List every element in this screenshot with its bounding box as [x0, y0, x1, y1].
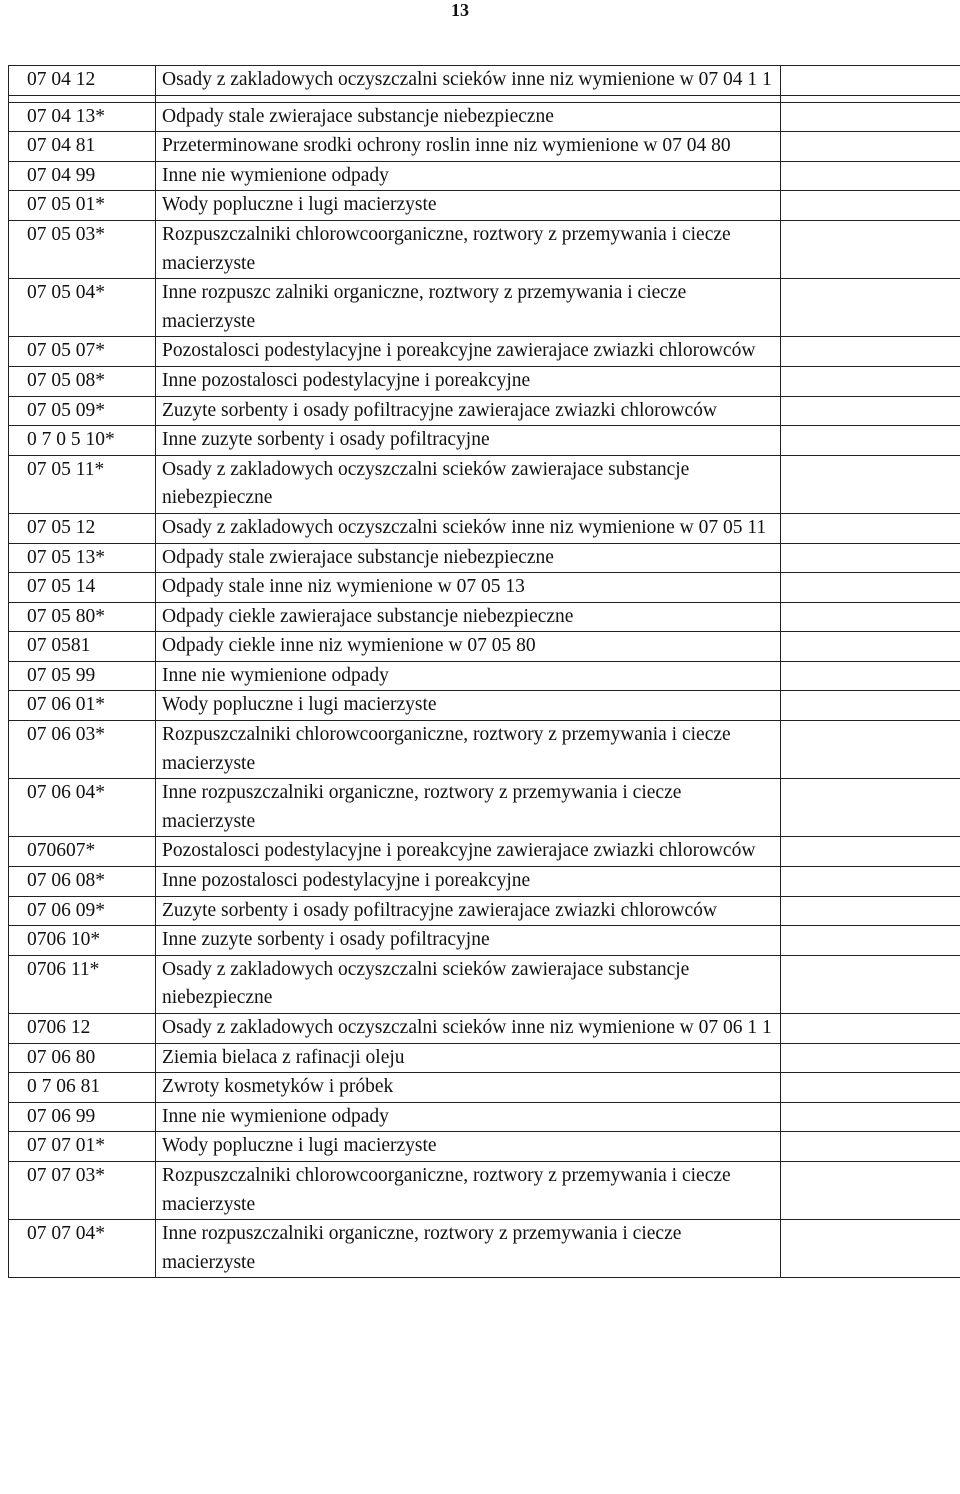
- waste-code-cell: 07 04 12: [9, 66, 156, 96]
- empty-cell: [781, 779, 960, 837]
- waste-code-cell: 0706 12: [9, 1014, 156, 1044]
- table-row: [9, 1014, 960, 1044]
- empty-cell: [781, 896, 960, 926]
- table-row: [9, 1073, 960, 1103]
- waste-code-cell: 07 05 08*: [9, 366, 156, 396]
- empty-cell: [781, 95, 960, 102]
- waste-code-cell: 07 06 08*: [9, 867, 156, 897]
- empty-cell: [781, 102, 960, 132]
- table-row: [9, 721, 960, 779]
- empty-cell: [781, 220, 960, 278]
- waste-code-cell: 07 06 09*: [9, 896, 156, 926]
- empty-cell: [781, 867, 960, 897]
- waste-description-cell: Osady z zakladowych oczyszczalni scieków inne niz wymienione w 07 06 1 1: [156, 1014, 781, 1044]
- waste-description-cell: Osady z zakladowych oczyszczalni scieków inne niz wymienione w 07 04 1 1: [156, 66, 781, 96]
- table-row: [9, 1161, 960, 1219]
- table-row: [9, 573, 960, 603]
- table-row: [9, 1220, 960, 1278]
- waste-code-table: [8, 65, 960, 1278]
- empty-cell: [781, 955, 960, 1013]
- waste-description-cell: Zuzyte sorbenty i osady pofiltracyjne zawierajace zwiazki chlorowców: [156, 396, 781, 426]
- waste-code-cell: 07 06 04*: [9, 779, 156, 837]
- waste-description-cell: Wody popluczne i lugi macierzyste: [156, 691, 781, 721]
- waste-code-cell: 07 05 12: [9, 513, 156, 543]
- waste-description-cell: Rozpuszczalniki chlorowcoorganiczne, roztwory z przemywania i ciecze macierzyste: [156, 1161, 781, 1219]
- waste-description-cell: Przeterminowane srodki ochrony roslin inne niz wymienione w 07 04 80: [156, 132, 781, 162]
- empty-cell: [781, 161, 960, 191]
- empty-cell: [781, 837, 960, 867]
- waste-code-cell: 0706 11*: [9, 955, 156, 1013]
- empty-cell: [781, 396, 960, 426]
- waste-description-cell: Wody popluczne i lugi macierzyste: [156, 1132, 781, 1162]
- waste-description-cell: Pozostalosci podestylacyjne i poreakcyjne zawierajace zwiazki chlorowców: [156, 337, 781, 367]
- table-row: [9, 632, 960, 662]
- empty-cell: [781, 1014, 960, 1044]
- waste-description-cell: Odpady stale zwierajace substancje niebezpieczne: [156, 102, 781, 132]
- empty-cell: [781, 1220, 960, 1278]
- waste-code-cell: 07 06 99: [9, 1102, 156, 1132]
- table-row: [9, 95, 960, 102]
- table-row: [9, 132, 960, 162]
- table-row: [9, 337, 960, 367]
- waste-code-cell: 07 05 03*: [9, 220, 156, 278]
- waste-description-cell: Odpady stale zwierajace substancje niebezpieczne: [156, 543, 781, 573]
- table-row: [9, 602, 960, 632]
- empty-cell: [781, 191, 960, 221]
- waste-code-cell: 07 05 04*: [9, 279, 156, 337]
- empty-cell: [781, 337, 960, 367]
- table-row: [9, 837, 960, 867]
- empty-cell: [781, 279, 960, 337]
- empty-cell: [781, 513, 960, 543]
- empty-cell: [781, 721, 960, 779]
- waste-code-cell: 07 05 11*: [9, 455, 156, 513]
- waste-description-cell: Rozpuszczalniki chlorowcoorganiczne, roztwory z przemywania i ciecze macierzyste: [156, 220, 781, 278]
- waste-code-cell: 07 04 13*: [9, 102, 156, 132]
- empty-cell: [781, 426, 960, 456]
- empty-cell: [781, 1161, 960, 1219]
- table-row: [9, 366, 960, 396]
- waste-description-cell: Inne zuzyte sorbenty i osady pofiltracyjne: [156, 926, 781, 956]
- empty-cell: [781, 602, 960, 632]
- waste-code-cell: 07 05 01*: [9, 191, 156, 221]
- table-row: [9, 691, 960, 721]
- empty-cell: [781, 926, 960, 956]
- waste-code-cell: 07 04 81: [9, 132, 156, 162]
- waste-description-cell: Inne pozostalosci podestylacyjne i poreakcyjne: [156, 366, 781, 396]
- table-row: [9, 161, 960, 191]
- table-row: [9, 1132, 960, 1162]
- waste-code-cell: [9, 95, 156, 102]
- waste-code-cell: 07 05 80*: [9, 602, 156, 632]
- waste-code-cell: 070607*: [9, 837, 156, 867]
- empty-cell: [781, 455, 960, 513]
- waste-description-cell: Odpady stale inne niz wymienione w 07 05 13: [156, 573, 781, 603]
- page-number: 13: [451, 0, 469, 20]
- waste-description-cell: Zwroty kosmetyków i próbek: [156, 1073, 781, 1103]
- waste-code-cell: 07 05 09*: [9, 396, 156, 426]
- waste-code-cell: 07 05 07*: [9, 337, 156, 367]
- table-row: [9, 955, 960, 1013]
- table-row: [9, 543, 960, 573]
- table-row: [9, 1043, 960, 1073]
- table-row: [9, 779, 960, 837]
- waste-description-cell: Inne rozpuszczalniki organiczne, roztwory z przemywania i ciecze macierzyste: [156, 1220, 781, 1278]
- waste-code-cell: 0 7 0 5 10*: [9, 426, 156, 456]
- waste-description-cell: Inne pozostalosci podestylacyjne i poreakcyjne: [156, 867, 781, 897]
- waste-description-cell: Rozpuszczalniki chlorowcoorganiczne, roztwory z przemywania i ciecze macierzyste: [156, 721, 781, 779]
- waste-description-cell: Osady z zakladowych oczyszczalni scieków inne niz wymienione w 07 05 11: [156, 513, 781, 543]
- empty-cell: [781, 573, 960, 603]
- waste-description-cell: Inne rozpuszczalniki organiczne, roztwory z przemywania i ciecze macierzyste: [156, 779, 781, 837]
- table-row: [9, 867, 960, 897]
- waste-code-cell: 07 06 80: [9, 1043, 156, 1073]
- waste-description-cell: Osady z zakladowych oczyszczalni scieków zawierajace substancje niebezpieczne: [156, 955, 781, 1013]
- waste-description-cell: Inne nie wymienione odpady: [156, 161, 781, 191]
- empty-cell: [781, 1132, 960, 1162]
- waste-code-cell: 07 07 03*: [9, 1161, 156, 1219]
- table-row: [9, 896, 960, 926]
- empty-cell: [781, 543, 960, 573]
- table-row: [9, 102, 960, 132]
- empty-cell: [781, 66, 960, 96]
- waste-description-cell: Pozostalosci podestylacyjne i poreakcyjne zawierajace zwiazki chlorowców: [156, 837, 781, 867]
- waste-description-cell: Odpady ciekle zawierajace substancje niebezpieczne: [156, 602, 781, 632]
- waste-code-cell: 07 05 14: [9, 573, 156, 603]
- waste-code-cell: 07 05 13*: [9, 543, 156, 573]
- empty-cell: [781, 132, 960, 162]
- waste-description-cell: Zuzyte sorbenty i osady pofiltracyjne zawierajace zwiazki chlorowców: [156, 896, 781, 926]
- empty-cell: [781, 366, 960, 396]
- empty-cell: [781, 661, 960, 691]
- empty-cell: [781, 691, 960, 721]
- waste-description-cell: Odpady ciekle inne niz wymienione w 07 05 80: [156, 632, 781, 662]
- waste-description-cell: [156, 95, 781, 102]
- empty-cell: [781, 1102, 960, 1132]
- table-row: [9, 220, 960, 278]
- table-row: [9, 279, 960, 337]
- table-row: [9, 513, 960, 543]
- waste-code-cell: 07 07 04*: [9, 1220, 156, 1278]
- table-row: [9, 661, 960, 691]
- table-row: [9, 66, 960, 96]
- empty-cell: [781, 632, 960, 662]
- table-row: [9, 1102, 960, 1132]
- empty-cell: [781, 1043, 960, 1073]
- table-row: [9, 926, 960, 956]
- table-row: [9, 455, 960, 513]
- waste-code-cell: 07 06 03*: [9, 721, 156, 779]
- table-row: [9, 426, 960, 456]
- waste-code-cell: 07 04 99: [9, 161, 156, 191]
- waste-description-cell: Osady z zakladowych oczyszczalni scieków zawierajace substancje niebezpieczne: [156, 455, 781, 513]
- waste-code-cell: 0 7 06 81: [9, 1073, 156, 1103]
- waste-description-cell: Inne rozpuszc zalniki organiczne, roztwory z przemywania i ciecze macierzyste: [156, 279, 781, 337]
- waste-description-cell: Inne nie wymienione odpady: [156, 661, 781, 691]
- empty-cell: [781, 1073, 960, 1103]
- waste-code-cell: 0706 10*: [9, 926, 156, 956]
- waste-code-cell: 07 05 99: [9, 661, 156, 691]
- waste-code-cell: 07 06 01*: [9, 691, 156, 721]
- waste-code-cell: 07 0581: [9, 632, 156, 662]
- waste-description-cell: Inne zuzyte sorbenty i osady pofiltracyjne: [156, 426, 781, 456]
- waste-description-cell: Ziemia bielaca z rafinacji oleju: [156, 1043, 781, 1073]
- waste-code-table-body: [9, 66, 960, 1278]
- table-row: [9, 396, 960, 426]
- waste-description-cell: Wody popluczne i lugi macierzyste: [156, 191, 781, 221]
- waste-code-cell: 07 07 01*: [9, 1132, 156, 1162]
- waste-description-cell: Inne nie wymienione odpady: [156, 1102, 781, 1132]
- table-row: [9, 191, 960, 221]
